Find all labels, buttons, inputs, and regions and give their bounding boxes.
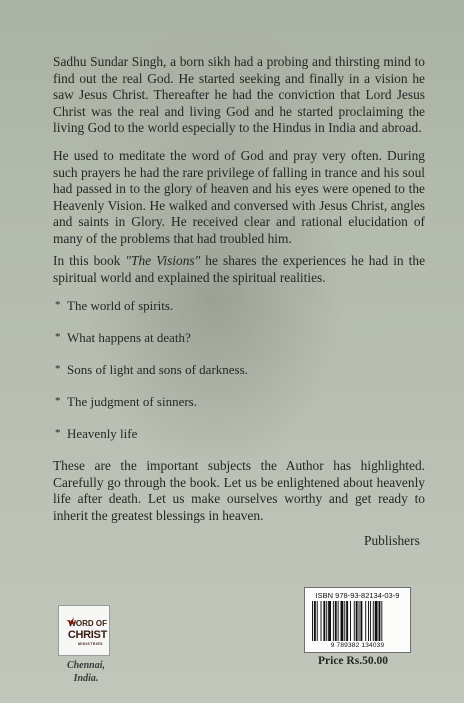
bullet-marker: * (55, 395, 61, 407)
price-label: Price Rs.50.00 (318, 655, 388, 667)
publisher-logo (58, 605, 110, 656)
isbn-number: ISBN 978-93-82134-03-9 (315, 591, 400, 600)
barcode-digits: 9 789382 134039 (330, 642, 385, 649)
bullet-marker: * (55, 299, 61, 311)
book-intro-lead: In this book (53, 253, 126, 268)
barcode-bar (335, 601, 337, 641)
barcode-image (311, 601, 405, 641)
bullet-marker: * (55, 331, 61, 343)
barcode-bar (365, 601, 366, 641)
bullet-marker: * (55, 363, 61, 375)
subject-item (55, 362, 248, 377)
publishers-label: Publishers (364, 533, 420, 548)
barcode-bar (341, 601, 344, 641)
barcode-bar (317, 601, 318, 641)
barcode-bar (360, 601, 362, 641)
barcode-bar (321, 601, 322, 641)
book-intro-paragraph (53, 253, 425, 286)
intro-paragraph: Sadhu Sundar Singh, a born sikh had a probing and thirsting mind to find out the real God. He started seeking and finally in a vision he saw Jesus Christ. Thereafter he had the conviction that Lord Jesus Christ was the real and living God and he started proclaiming the living God to the world especially to the Hindus in India and abroad. (53, 54, 425, 136)
barcode-bar (338, 601, 339, 641)
barcode-bar (359, 601, 360, 641)
subject-item (55, 298, 173, 313)
publisher-city: Chennai, (66, 660, 106, 671)
bullet-marker: * (55, 427, 61, 439)
subject-label: What happens at death? (67, 330, 191, 345)
barcode-bar (346, 601, 348, 641)
closing-paragraph: These are the important subjects the Author has highlighted. Carefully go through the book. Let us be enlightened about heavenly life after death. Let us make ourselves worthy and get ready to inherit the greatest blessings in heaven. (53, 458, 425, 523)
barcode-bar (368, 601, 369, 641)
logo-text-line2: CHRIST (67, 629, 107, 641)
subject-label: Heavenly life (67, 426, 138, 441)
barcode-bar (344, 601, 345, 641)
barcode-bar (373, 601, 374, 641)
subject-item (55, 394, 197, 409)
barcode-bar (333, 601, 334, 641)
barcode-bar (328, 601, 331, 641)
subject-item (55, 330, 191, 345)
subject-item (55, 426, 137, 441)
barcode-bar (375, 601, 378, 641)
publisher-country: India. (73, 673, 99, 684)
book-intro-rest: he shares the experiences he had in the spiritual world and explained the spiritual realities. (53, 253, 426, 285)
barcode-bar (323, 601, 325, 641)
subject-label: The world of spirits. (67, 298, 174, 313)
logo-text-line3: MINISTRIES (77, 642, 103, 646)
prayer-paragraph: He used to meditate the word of God and pray very often. During such prayers he had the rare privilege of falling in trance and his soul had passed in to the glory of heaven and his eyes were opened to the Heavenly Vision. He walked and conversed with Jesus Christ, angles and saints in Glory. He received clear and rational elucidation of many of the problems that had troubled him. (53, 148, 425, 246)
barcode-bar (356, 601, 358, 641)
barcode-bar (312, 601, 313, 641)
barcode-bar (381, 601, 382, 641)
barcode-bar (314, 601, 316, 641)
subject-label: Sons of light and sons of darkness. (67, 362, 248, 377)
barcode-bar (379, 601, 381, 641)
barcode-bar (350, 601, 351, 641)
logo-text-line1: WORD OF (68, 619, 107, 628)
barcode-bar (326, 601, 327, 641)
barcode-block (304, 587, 411, 653)
book-title: "The Visions" (125, 253, 201, 268)
barcode-bar (354, 601, 355, 641)
barcode-bar (370, 601, 371, 641)
subject-label: The judgment of sinners. (67, 394, 197, 409)
